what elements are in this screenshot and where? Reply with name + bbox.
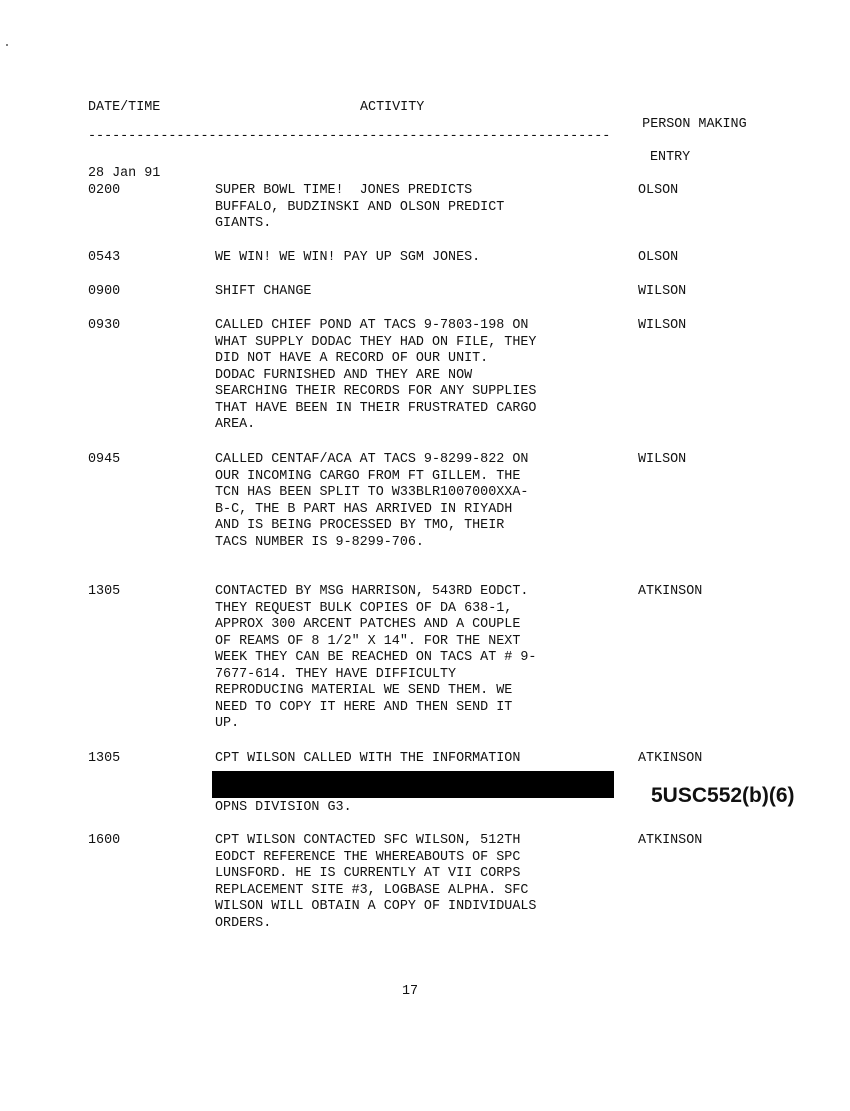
entry-activity: CPT WILSON CONTACTED SFC WILSON, 512TH EODCT REFERENCE THE WHEREABOUTS OF SPC LUNSFORD. HE IS CURRENTLY AT VII CORPS REPLACEMENT SITE #3, LOGBASE ALPHA. SFC WILSON WILL OBTAIN A COPY OF INDIVIDUALS ORDERS. bbox=[215, 833, 537, 931]
entry-time: 0900 bbox=[88, 284, 121, 299]
header-rule: ----------------------------------------------------------------- bbox=[88, 129, 611, 144]
entry-time: 1305 bbox=[88, 584, 121, 599]
page-number: 17 bbox=[401, 984, 419, 999]
entry-time: 0930 bbox=[88, 318, 121, 333]
entry-activity: WE WIN! WE WIN! PAY UP SGM JONES. bbox=[215, 250, 481, 265]
entry-person: WILSON bbox=[638, 318, 687, 333]
entry-person: WILSON bbox=[638, 284, 687, 299]
entry-person: OLSON bbox=[638, 183, 679, 198]
header-person-line2: ENTRY bbox=[650, 149, 691, 165]
redacted-entry-trailing-text: OPNS DIVISION G3. bbox=[215, 800, 352, 815]
entry-person: ATKINSON bbox=[638, 751, 703, 766]
foia-exemption-stamp: 5USC552(b)(6) bbox=[651, 784, 795, 807]
entry-time: 1600 bbox=[88, 833, 121, 848]
entry-time: 0200 bbox=[88, 183, 121, 198]
header-activity: ACTIVITY bbox=[360, 100, 425, 115]
entry-time: 0543 bbox=[88, 250, 121, 265]
entry-time: 1305 bbox=[88, 751, 121, 766]
entry-person: OLSON bbox=[638, 250, 679, 265]
header-date-time: DATE/TIME bbox=[88, 100, 161, 115]
entry-activity: SUPER BOWL TIME! JONES PREDICTS BUFFALO, BUDZINSKI AND OLSON PREDICT GIANTS. bbox=[215, 183, 505, 231]
entry-date: 28 Jan 91 bbox=[88, 166, 161, 181]
redaction-bar bbox=[212, 771, 614, 798]
scan-speck bbox=[6, 44, 8, 46]
entry-activity: CALLED CHIEF POND AT TACS 9-7803-198 ON WHAT SUPPLY DODAC THEY HAD ON FILE, THEY DID NOT HAVE A RECORD OF OUR UNIT. DODAC FURNISHED AND THEY ARE NOW SEARCHING THEIR RECORDS FOR ANY SUPPLIES THAT HAVE BEEN IN THEIR FRUSTRATED CARGO AREA. bbox=[215, 318, 537, 432]
entry-activity: CALLED CENTAF/ACA AT TACS 9-8299-822 ON OUR INCOMING CARGO FROM FT GILLEM. THE TCN HAS BEEN SPLIT TO W33BLR1007000XXA- B-C, THE B PART HAS ARRIVED IN RIYADH AND IS BEING PROCESSED BY TMO, THEIR TACS NUMBER IS 9-8299-706. bbox=[215, 452, 529, 550]
entry-time: 0945 bbox=[88, 452, 121, 467]
entry-activity: CONTACTED BY MSG HARRISON, 543RD EODCT. THEY REQUEST BULK COPIES OF DA 638-1, APPROX 300 ARCENT PATCHES AND A COUPLE OF REAMS OF 8 1/2" X 14". FOR THE NEXT WEEK THEY CAN BE REACHED ON TACS AT # 9- 7677-614. THEY HAVE DIFFICULTY REPRODUCING MATERIAL WE SEND THEM. WE NEED TO COPY IT HERE AND THEN SEND IT UP. bbox=[215, 584, 537, 731]
entry-person: ATKINSON bbox=[638, 584, 703, 599]
entry-person: WILSON bbox=[638, 452, 687, 467]
entry-activity: SHIFT CHANGE bbox=[215, 284, 312, 299]
entry-activity: CPT WILSON CALLED WITH THE INFORMATION bbox=[215, 751, 521, 766]
entry-person: ATKINSON bbox=[638, 833, 703, 848]
header-person-line1: PERSON MAKING bbox=[642, 116, 747, 132]
